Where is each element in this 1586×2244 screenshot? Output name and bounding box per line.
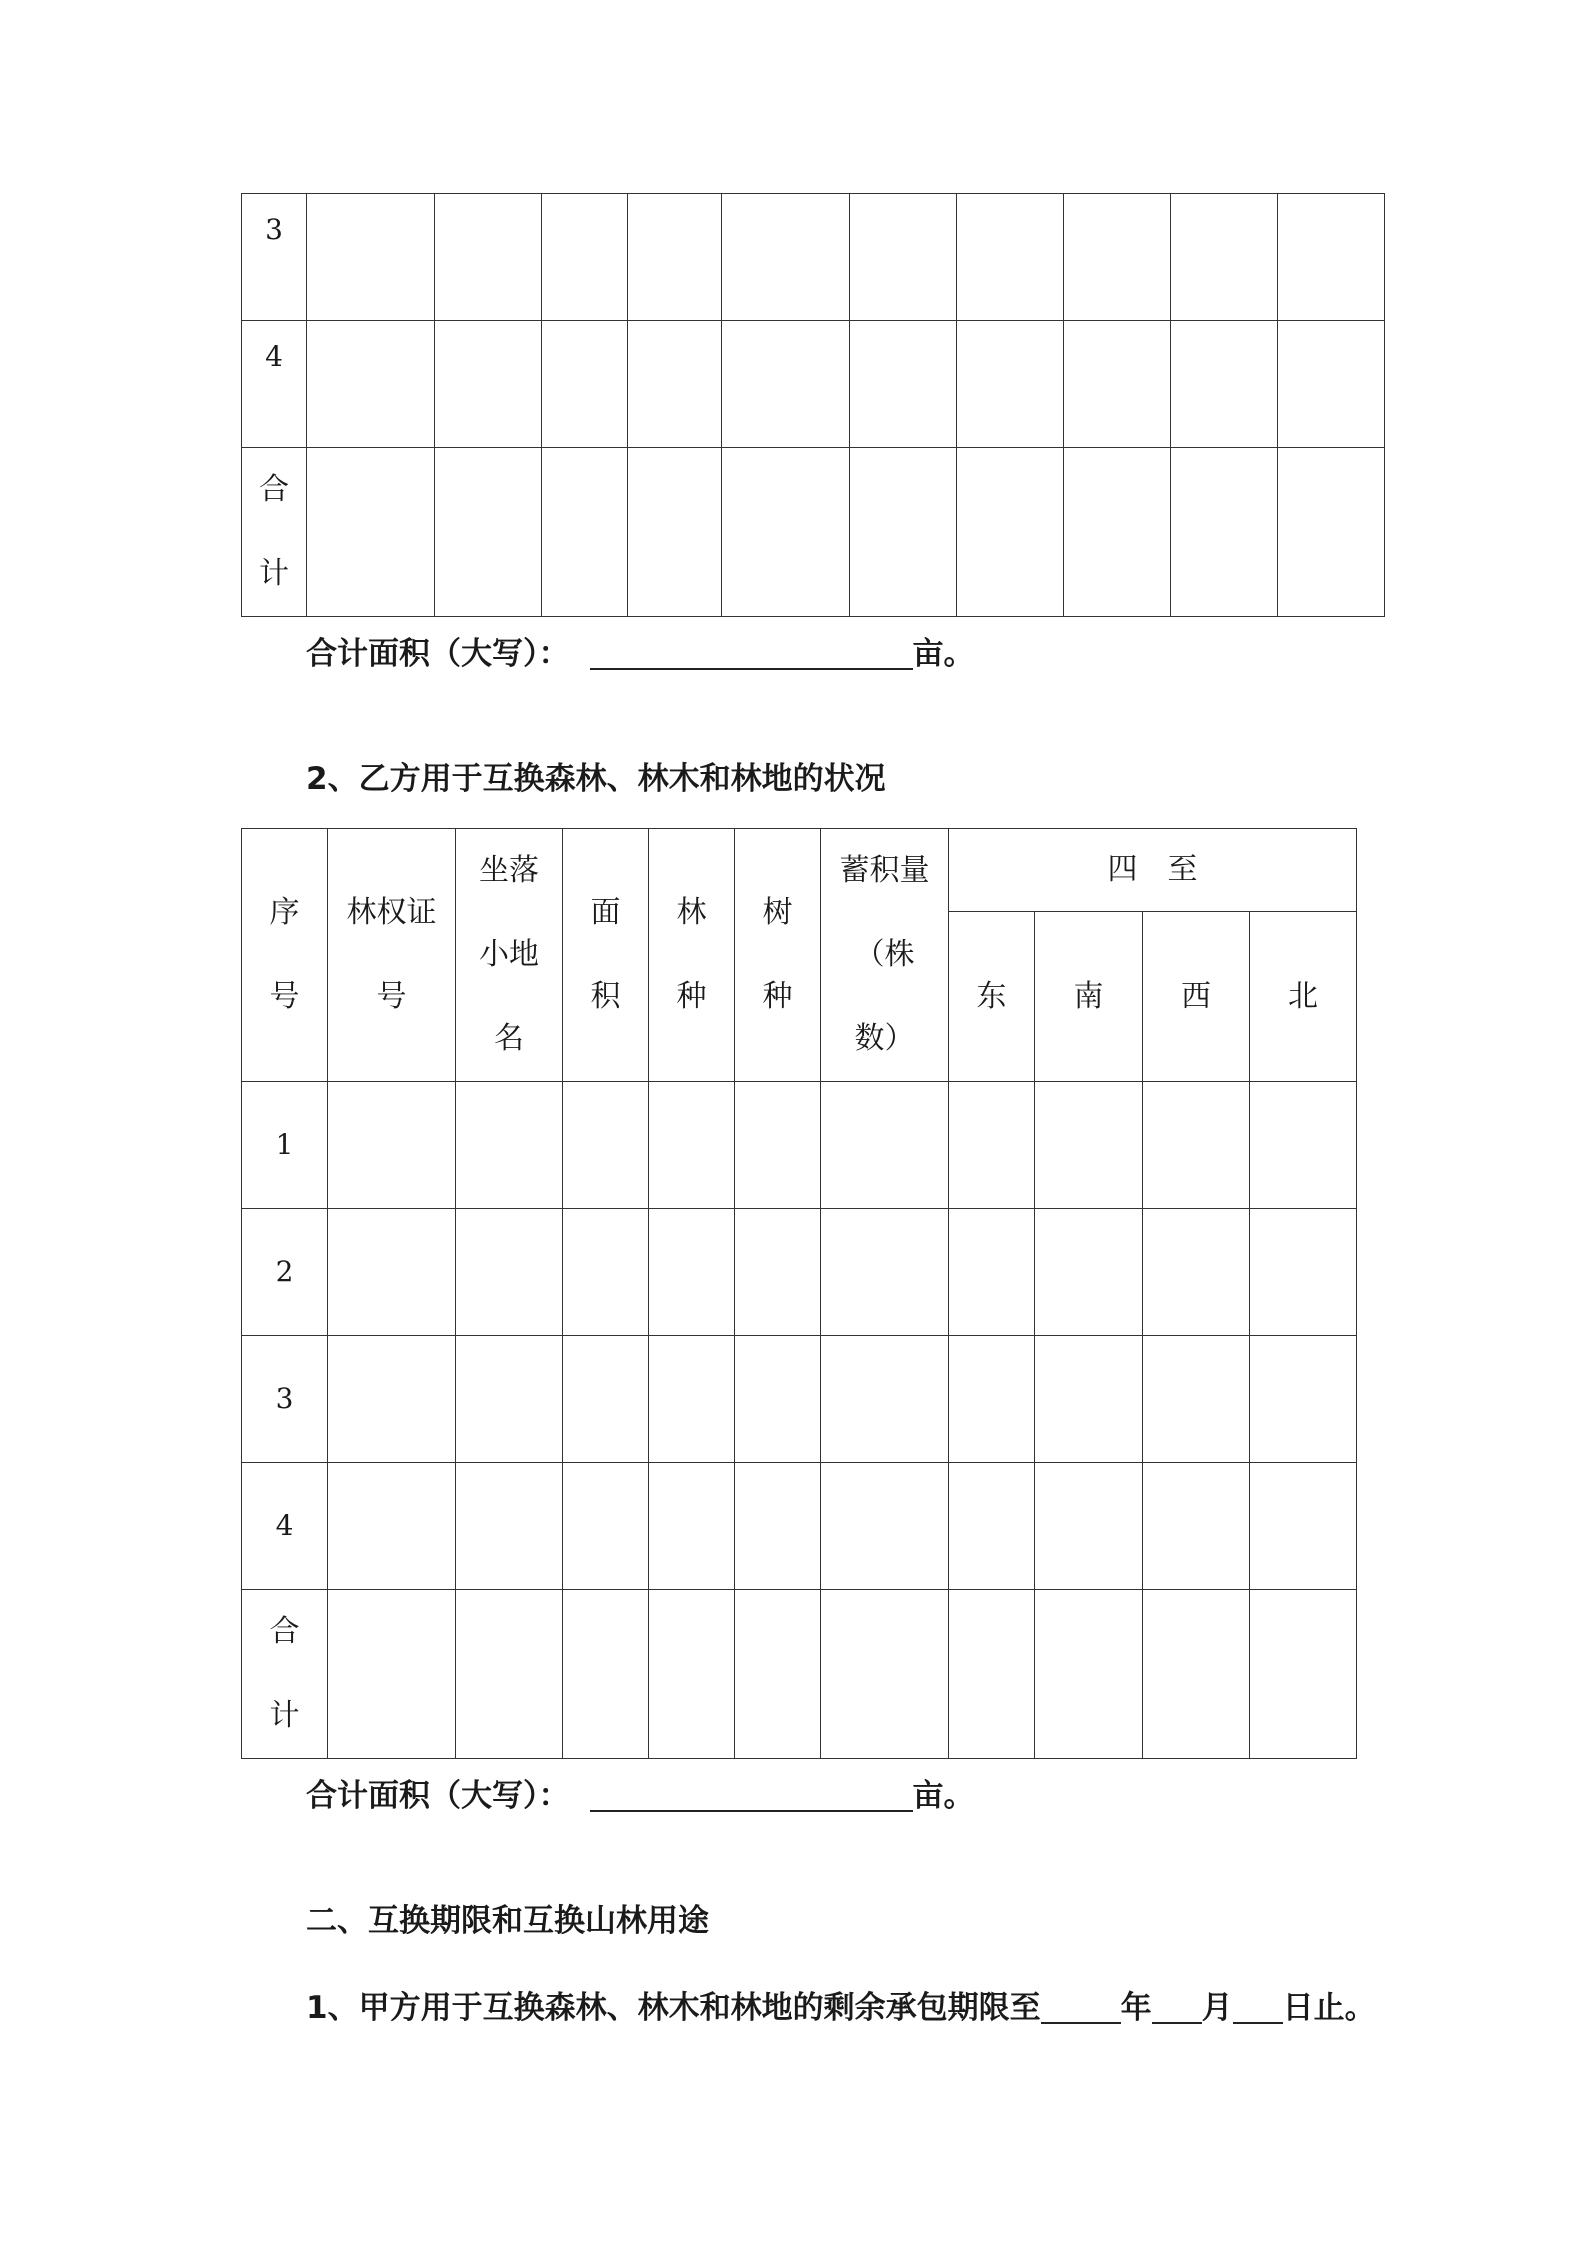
header-forest-type: 林 种 (649, 829, 735, 1082)
header-north: 北 (1250, 912, 1357, 1082)
table-row (242, 321, 1385, 448)
row-number: 3 (242, 1336, 328, 1463)
header-boundaries: 四 至 (949, 829, 1357, 912)
header-location: 坐落 小地 名 (456, 829, 563, 1082)
header-west: 西 (1143, 912, 1250, 1082)
table-party-b-forest (241, 828, 1357, 1759)
year-blank[interactable] (1041, 1992, 1121, 2024)
total-area-line-2: 合计面积（大写）： 亩。 (306, 1778, 975, 1814)
total-label: 合 计 (242, 448, 307, 617)
header-east: 东 (949, 912, 1035, 1082)
header-south: 南 (1035, 912, 1143, 1082)
table-party-a-continuation (241, 193, 1385, 617)
header-stock: 蓄积量 （株 数） (821, 829, 949, 1082)
total-area-line-1: 合计面积（大写）： 亩。 (306, 636, 975, 672)
table-row (242, 1336, 1357, 1463)
table-row (242, 1209, 1357, 1336)
day-blank[interactable] (1233, 1992, 1283, 2024)
table-header-row (242, 829, 1357, 912)
total-area-blank[interactable] (590, 638, 913, 670)
header-area: 面 积 (563, 829, 649, 1082)
header-seq: 序 号 (242, 829, 328, 1082)
section-title: 2、乙方用于互换森林、林木和林地的状况 (306, 761, 886, 797)
row-number: 3 (242, 194, 307, 321)
table-row (242, 1463, 1357, 1590)
row-number: 4 (242, 1463, 328, 1590)
row-number: 4 (242, 321, 307, 448)
table-total-row (242, 448, 1385, 617)
row-number: 1 (242, 1082, 328, 1209)
table-row (242, 194, 1385, 321)
total-label: 合 计 (242, 1590, 328, 1759)
clause-remaining-term: 1、甲方用于互换森林、林木和林地的剩余承包期限至 年 月 日止。 (306, 1990, 1376, 2026)
total-area-blank[interactable] (590, 1780, 913, 1812)
row-number: 2 (242, 1209, 328, 1336)
header-cert: 林权证 号 (328, 829, 456, 1082)
heading-term-and-usage: 二、互换期限和互换山林用途 (306, 1903, 709, 1939)
month-blank[interactable] (1152, 1992, 1202, 2024)
table-row (242, 1082, 1357, 1209)
table-total-row (242, 1590, 1357, 1759)
header-tree-type: 树 种 (735, 829, 821, 1082)
